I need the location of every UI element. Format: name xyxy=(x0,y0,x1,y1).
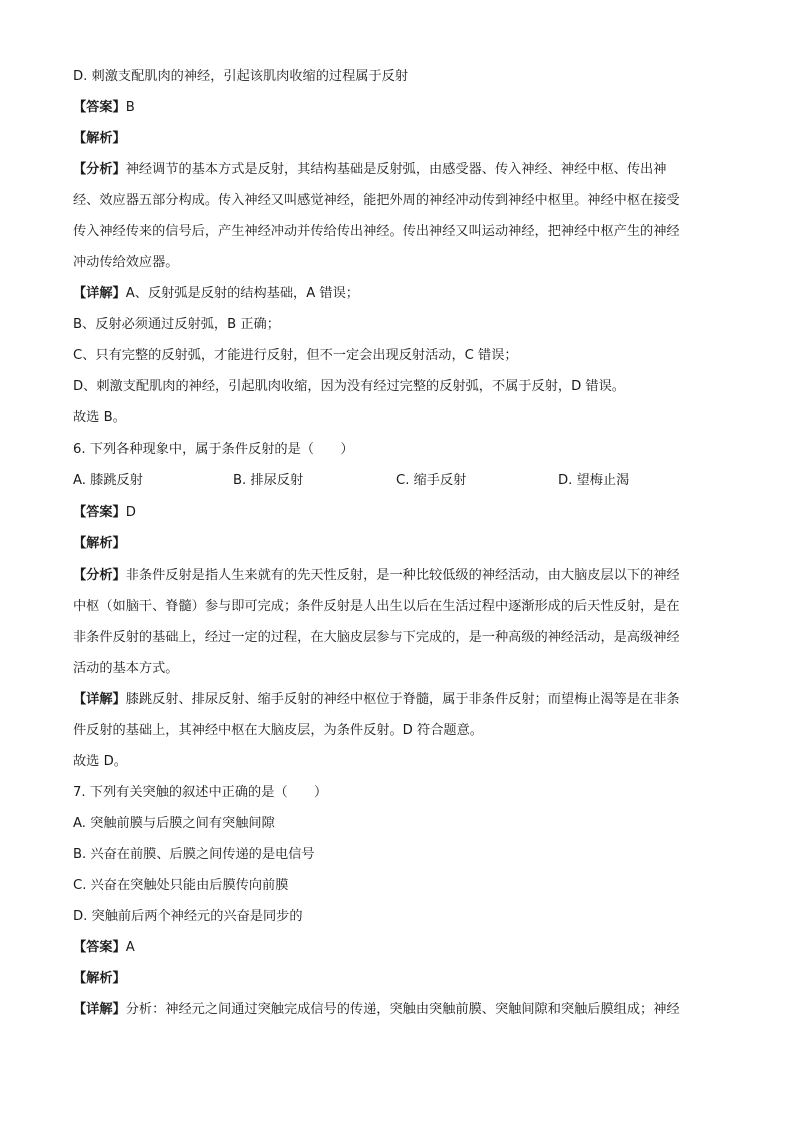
q7-option-d: D. 突触前后两个神经元的兴奋是同步的 xyxy=(73,909,303,924)
detail-tag: 【详解】 xyxy=(73,286,126,301)
q7-option-b: B. 兴奋在前膜、后膜之间传递的是电信号 xyxy=(73,847,315,862)
analysis-tag: 【解析】 xyxy=(73,131,126,146)
q5-detail-line-2: B、反射必须通过反射弧，B 正确； xyxy=(73,317,280,332)
answer-tag: 【答案】 xyxy=(73,940,126,955)
q5-fenxi-line-3: 传入神经传来的信号后，产生神经冲动并传给传出神经。传出神经又叫运动神经，把神经中枢产生的神经 xyxy=(73,224,680,239)
q7-option-a: A. 突触前膜与后膜之间有突触间隙 xyxy=(73,816,275,831)
q7-stem: 7. 下列有关突触的叙述中正确的是（ ） xyxy=(73,785,328,800)
answer-tag: 【答案】 xyxy=(73,505,126,520)
q6-fenxi-line-3: 非条件反射的基础上，经过一定的过程，在大脑皮层参与下完成的，是一种高级的神经活动，是高级神经 xyxy=(73,630,680,645)
detail-text: 膝跳反射、排尿反射、缩手反射的神经中枢位于脊髓，属于非条件反射；而望梅止渴等是在非条 xyxy=(125,692,680,707)
analysis-tag: 【解析】 xyxy=(73,971,126,986)
detail-tag: 【详解】 xyxy=(73,1002,126,1017)
fenxi-tag: 【分析】 xyxy=(73,568,126,583)
fenxi-text: 神经调节的基本方式是反射，其结构基础是反射弧，由感受器、传入神经、神经中枢、传出神 xyxy=(125,162,667,177)
q5-fenxi-line-1 xyxy=(73,160,733,180)
q6-stem: 6. 下列各种现象中，属于条件反射的是（ ） xyxy=(73,442,354,457)
q6-detail-line-1 xyxy=(73,690,733,710)
analysis-tag: 【解析】 xyxy=(73,536,126,551)
q6-conclusion: 故选 D。 xyxy=(73,754,127,769)
q6-fenxi-line-1 xyxy=(73,566,733,586)
q5-analysis-heading xyxy=(73,129,733,149)
q6-option-c: C. 缩手反射 xyxy=(396,473,467,488)
fenxi-tag: 【分析】 xyxy=(73,162,126,177)
q6-analysis-heading xyxy=(73,534,733,554)
q5-detail-line-4: D、刺激支配肌肉的神经，引起肌肉收缩，因为没有经过完整的反射弧，不属于反射，D 错误。 xyxy=(73,379,625,394)
q5-detail-line-1 xyxy=(73,284,733,304)
q6-option-a: A. 膝跳反射 xyxy=(73,473,143,488)
q7-analysis-heading xyxy=(73,969,733,989)
q6-option-b: B. 排尿反射 xyxy=(233,473,304,488)
answer-value: A xyxy=(125,940,135,955)
q7-answer-line xyxy=(73,938,733,958)
q5-answer-line xyxy=(73,98,733,118)
q6-fenxi-line-4: 活动的基本方式。 xyxy=(73,661,179,676)
detail-text: A、反射弧是反射的结构基础，A 错误； xyxy=(125,286,359,301)
detail-text: 分析：神经元之间通过突触完成信号的传递，突触由突触前膜、突触间隙和突触后膜组成；神经 xyxy=(125,1002,680,1017)
detail-tag: 【详解】 xyxy=(73,692,126,707)
answer-tag: 【答案】 xyxy=(73,100,126,115)
q6-answer-line xyxy=(73,503,733,523)
fenxi-text: 非条件反射是指人生来就有的先天性反射，是一种比较低级的神经活动，由大脑皮层以下的神经 xyxy=(125,568,680,583)
q5-conclusion: 故选 B。 xyxy=(73,410,126,425)
answer-value: D xyxy=(125,505,136,520)
q6-fenxi-line-2: 中枢（如脑干、脊髓）参与即可完成；条件反射是人出生以后在生活过程中逐渐形成的后天性反射，是在 xyxy=(73,599,680,614)
q5-fenxi-line-2: 经、效应器五部分构成。传入神经又叫感觉神经，能把外周的神经冲动传到神经中枢里。神经中枢在接受 xyxy=(73,193,680,208)
q6-option-d: D. 望梅止渴 xyxy=(558,473,630,488)
q5-option-d: D. 刺激支配肌肉的神经，引起该肌肉收缩的过程属于反射 xyxy=(73,69,409,84)
q7-detail-line-1 xyxy=(73,1000,733,1020)
answer-value: B xyxy=(125,100,135,115)
q5-fenxi-line-4: 冲动传给效应器。 xyxy=(73,255,179,270)
q6-detail-line-2: 件反射的基础上，其神经中枢在大脑皮层，为条件反射。D 符合题意。 xyxy=(73,723,483,738)
q7-option-c: C. 兴奋在突触处只能由后膜传向前膜 xyxy=(73,878,289,893)
q5-detail-line-3: C、只有完整的反射弧，才能进行反射，但不一定会出现反射活动，C 错误； xyxy=(73,348,518,363)
